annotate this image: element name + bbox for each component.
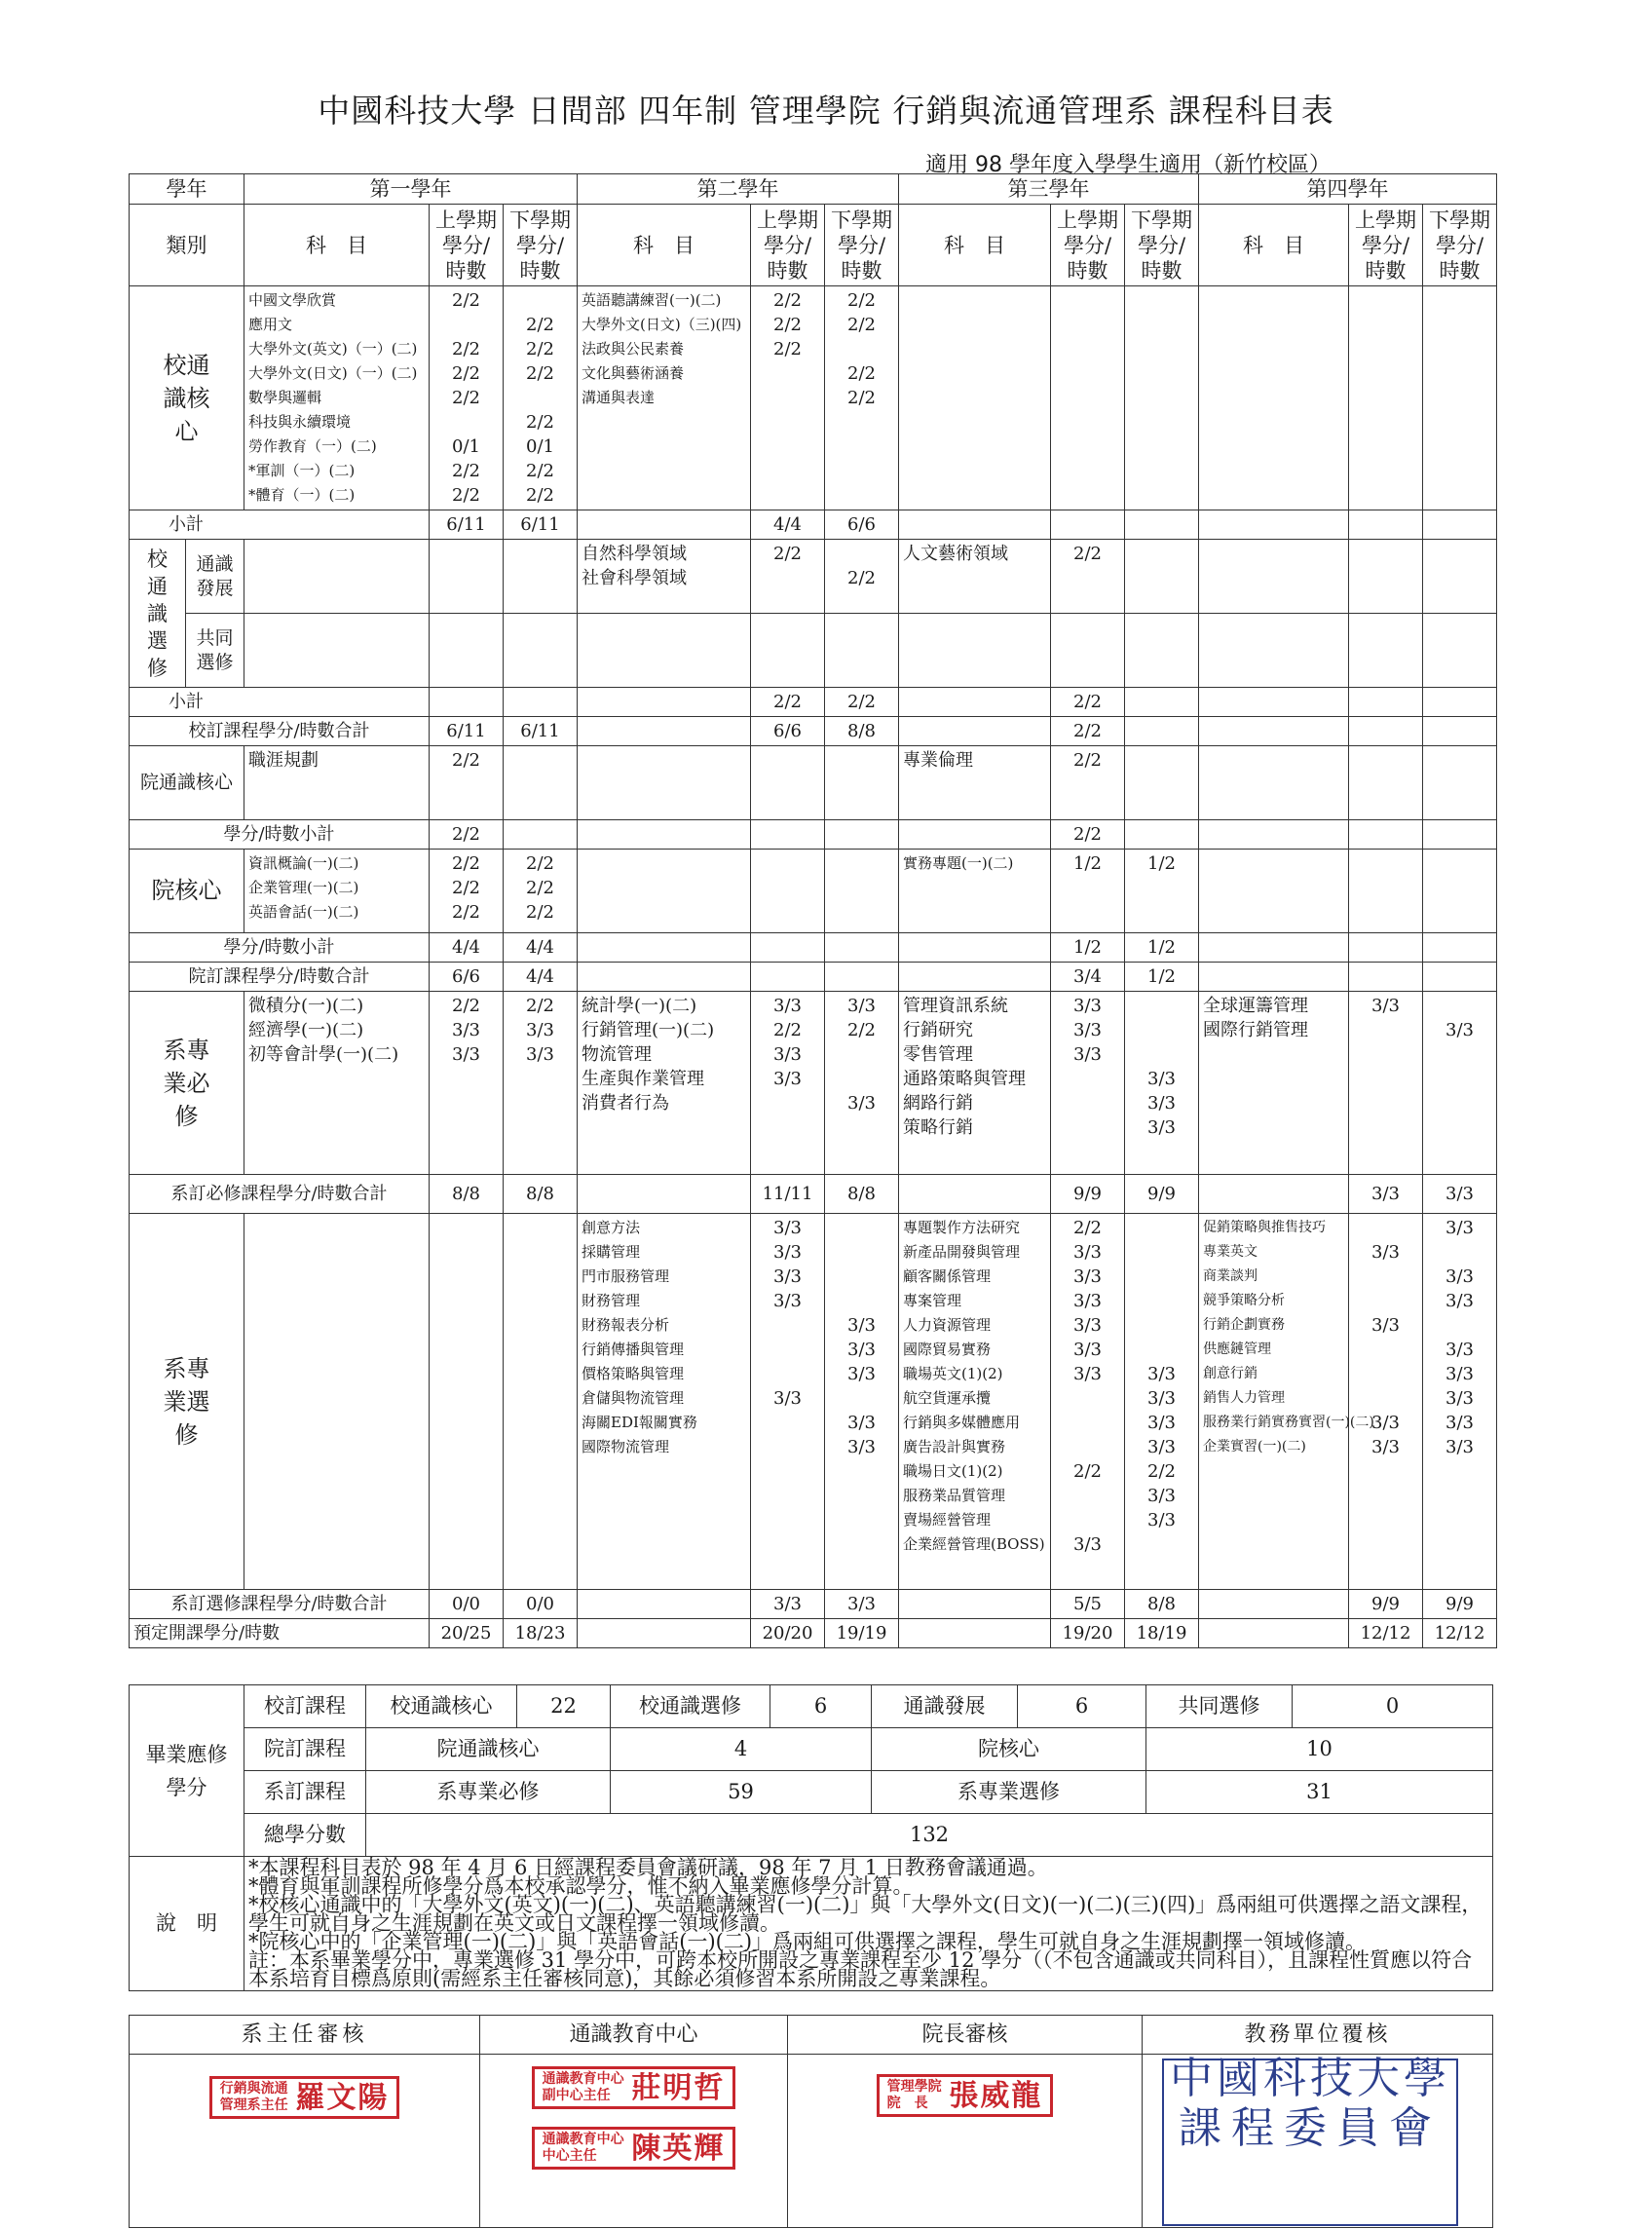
- planned-value: 18/19: [1125, 1619, 1199, 1648]
- registrar-seal-frame: [1162, 2054, 1458, 2226]
- required-y4-lower: 3/3: [1423, 992, 1497, 1175]
- planned-value: 12/12: [1423, 1619, 1497, 1648]
- optional-label: 系專業選修: [872, 1771, 1146, 1814]
- elective-y2-lower: 2/2: [825, 540, 899, 614]
- year4-header: 第四學年: [1199, 174, 1497, 205]
- subject-header: 科 目: [578, 205, 751, 286]
- dept-course-label: 系訂課程: [244, 1771, 366, 1814]
- subject-header: 科 目: [1199, 205, 1349, 286]
- core-y1-upper: 2/2 2/2 2/2 2/2 0/1 2/2 2/2: [430, 286, 504, 510]
- year-header: 學年: [130, 174, 244, 205]
- optional-y4-subjects: 促銷策略與推售技巧 專業英文 商業談判 競爭策略分析 行銷企劃實務 供應鏈管理 創意行銷 銷售人力管理 服務業行銷實務實習(一)(二) 企業實習(一)(二): [1199, 1214, 1349, 1590]
- graduation-label: 畢業應修學分: [130, 1685, 244, 1857]
- college-gen-subtotal: 2/2: [430, 820, 504, 850]
- required-y4-subjects: 全球運籌管理 國際行銷管理: [1199, 992, 1349, 1175]
- college-core-y3-subject: 實務專題(一)(二): [899, 850, 1051, 933]
- college-core-y1-subjects: 資訊概論(一)(二) 企業管理(一)(二) 英語會話(一)(二): [244, 850, 430, 933]
- document-subtitle: 適用 98 學年度入學學生適用（新竹校區）: [925, 153, 1331, 177]
- optional-total: 3/3: [751, 1590, 825, 1619]
- college-core-subtotal: 4/4: [504, 933, 578, 963]
- core-subtotal: 4/4: [751, 510, 825, 540]
- subject-header: 科 目: [244, 205, 430, 286]
- college-core-subtotal: 4/4: [430, 933, 504, 963]
- optional-total: 5/5: [1051, 1590, 1125, 1619]
- college-gen-y3-upper: 2/2: [1051, 746, 1125, 820]
- core-subtotal: 6/6: [825, 510, 899, 540]
- planned-label: 預定開課學分/時數: [130, 1619, 430, 1648]
- school-total: 8/8: [825, 717, 899, 746]
- school-total-label: 校訂課程學分/時數合計: [130, 717, 430, 746]
- common-label: 共同選修: [1146, 1685, 1293, 1728]
- required-y2-subjects: 統計學(一)(二) 行銷管理(一)(二) 物流管理 生產與作業管理 消費者行為: [578, 992, 751, 1175]
- elective-sub-common: 共同選修: [186, 614, 244, 688]
- total-credits-label: 總學分數: [244, 1814, 366, 1857]
- required-total: 9/9: [1051, 1175, 1125, 1214]
- gen-center-deputy-stamp: [532, 2066, 736, 2109]
- stamp-name: 羅文陽: [295, 2080, 390, 2115]
- optional-total: 3/3: [825, 1590, 899, 1619]
- college-core-label: 院核心: [872, 1728, 1146, 1771]
- elective-y2-subjects: 自然科學領域 社會科學領域: [578, 540, 751, 614]
- dev-value: 6: [1018, 1685, 1146, 1728]
- optional-total: 0/0: [430, 1590, 504, 1619]
- college-core-subtotal: 1/2: [1125, 933, 1199, 963]
- dean-label: 院長審核: [788, 2016, 1143, 2055]
- year3-header: 第三學年: [899, 174, 1199, 205]
- optional-total: 9/9: [1349, 1590, 1423, 1619]
- college-gen-y1-upper: 2/2: [430, 746, 504, 820]
- optional-y2-subjects: 創意方法 採購管理 門市服務管理 財務管理 財務報表分析 行銷傳播與管理 價格策略與管理 倉儲與物流管理 海關EDI報關實務 國際物流管理: [578, 1214, 751, 1590]
- total-credits-value: 132: [366, 1814, 1493, 1857]
- school-total: 2/2: [1051, 717, 1125, 746]
- elective-value: 6: [770, 1685, 872, 1728]
- required-category: 系專業必修: [130, 992, 244, 1175]
- required-total: 3/3: [1349, 1175, 1423, 1214]
- required-y1-subjects: 微積分(一)(二) 經濟學(一)(二) 初等會計學(一)(二): [244, 992, 430, 1175]
- planned-value: 20/25: [430, 1619, 504, 1648]
- notes-text: *本課程科目表於 98 年 4 月 6 日經課程委員會議研議，98 年 7 月 1 日教務會議通過。 *體育與軍訓課程所修學分爲本校承認學分，惟不納入畢業應修學分計算。 *校核心通識中的「大學外文(英文)(一)(二)、英語聽講練習(一)(二)」與「大學外文(日文)(一)(二)(三)(四)」爲兩組可供選擇之語文課程，學生可就自身之生涯規劃在英文或日文課程擇一領域修讀。 *院核心中的「企業管理(一)(二)」與「英語會話(一)(二)」爲兩組可供選擇之課程，學生可就自身之生涯規劃擇一領域修讀。 註：本系畢業學分中，專業選修 31 學分中，可跨本校所開設之專業課程至少 12 學分（（不包含通識或共同科目），且課程性質應以符合本系培育目標爲原則(需經系主任審核同意)，其餘必須修習本系所開設之專業課程。: [244, 1857, 1493, 1991]
- required-y1-lower: 2/2 3/3 3/3: [504, 992, 578, 1175]
- optional-y3-upper: 2/2 3/3 3/3 3/3 3/3 3/3 3/3 2/2 3/3: [1051, 1214, 1125, 1590]
- planned-value: 18/23: [504, 1619, 578, 1648]
- planned-value: 20/20: [751, 1619, 825, 1648]
- stamp-title: 管理學院 院 長: [886, 2079, 942, 2111]
- gen-center-director-stamp: [532, 2127, 736, 2170]
- core-subtotal: 6/11: [430, 510, 504, 540]
- required-total: 9/9: [1125, 1175, 1199, 1214]
- college-core-y1-lower: 2/2 2/2 2/2: [504, 850, 578, 933]
- college-gen-y1-subject: 職涯規劃: [244, 746, 430, 820]
- college-core-y3-lower: 1/2: [1125, 850, 1199, 933]
- optional-value: 31: [1146, 1771, 1493, 1814]
- lower-header: 下學期學分/時數: [825, 205, 899, 286]
- optional-total: 8/8: [1125, 1590, 1199, 1619]
- upper-header: 上學期學分/時數: [430, 205, 504, 286]
- required-y4-upper: 3/3: [1349, 992, 1423, 1175]
- required-label: 系專業必修: [366, 1771, 611, 1814]
- upper-header: 上學期學分/時數: [1349, 205, 1423, 286]
- stamp-title: 通識教育中心 副中心主任: [542, 2071, 624, 2103]
- college-gen-subtotal-label: 學分/時數小計: [130, 820, 430, 850]
- college-core-subtotal-label: 學分/時數小計: [130, 933, 430, 963]
- college-total: 1/2: [1125, 963, 1199, 992]
- optional-y3-lower: 3/3 3/3 3/3 3/3 2/2 3/3 3/3: [1125, 1214, 1199, 1590]
- required-value: 59: [611, 1771, 872, 1814]
- optional-y2-lower: 3/3 3/3 3/3 3/3 3/3: [825, 1214, 899, 1590]
- college-core-y3-upper: 1/2: [1051, 850, 1125, 933]
- college-total: 4/4: [504, 963, 578, 992]
- core-subtotal-label: 小計: [130, 510, 430, 540]
- year2-header: 第二學年: [578, 174, 899, 205]
- college-course-label: 院訂課程: [244, 1728, 366, 1771]
- college-core-value: 10: [1146, 1728, 1493, 1771]
- required-y3-upper: 3/3 3/3 3/3: [1051, 992, 1125, 1175]
- college-gen-category: 院通識核心: [130, 746, 244, 820]
- common-value: 0: [1293, 1685, 1493, 1728]
- upper-header: 上學期學分/時數: [1051, 205, 1125, 286]
- graduation-table: [129, 1684, 1493, 1991]
- signature-table: [129, 2015, 1493, 2228]
- core-y2-subjects: 英語聽講練習(一)(二) 大學外文(日文)（三)(四) 法政與公民素養 文化與藝術涵養 溝通與表達: [578, 286, 751, 510]
- core-y1-subjects: 中國文學欣賞 應用文 大學外文(英文)（一）(二) 大學外文(日文)（一）(二) 數學與邏輯 科技與永續環境 勞作教育（一）(二) *軍訓（一）(二) *體育（一）(二): [244, 286, 430, 510]
- school-total: 6/11: [430, 717, 504, 746]
- subject-header: 科 目: [899, 205, 1051, 286]
- required-y1-upper: 2/2 3/3 3/3: [430, 992, 504, 1175]
- core-y1-lower: 2/2 2/2 2/2 2/2 0/1 2/2 2/2: [504, 286, 578, 510]
- elective-y2-upper: 2/2: [751, 540, 825, 614]
- planned-value: 12/12: [1349, 1619, 1423, 1648]
- planned-value: 19/20: [1051, 1619, 1125, 1648]
- elective-sub-dev: 通識發展: [186, 540, 244, 614]
- required-total-label: 系訂必修課程學分/時數合計: [130, 1175, 430, 1214]
- stamp-name: 莊明哲: [631, 2070, 726, 2105]
- required-y2-upper: 3/3 2/2 3/3 3/3: [751, 992, 825, 1175]
- core-y2-lower: 2/2 2/2 2/2 2/2: [825, 286, 899, 510]
- required-y3-lower: 3/3 3/3 3/3: [1125, 992, 1199, 1175]
- required-total: 8/8: [430, 1175, 504, 1214]
- gen-center-label: 通識教育中心: [480, 2016, 788, 2055]
- core-category: 校通識核心: [130, 286, 244, 510]
- elective-y3-upper: 2/2: [1051, 540, 1125, 614]
- lower-header: 下學期學分/時數: [504, 205, 578, 286]
- college-gen-y3-subject: 專業倫理: [899, 746, 1051, 820]
- dev-label: 通識發展: [872, 1685, 1018, 1728]
- elective-subtotal-label: 小計: [130, 688, 430, 717]
- required-total: 8/8: [825, 1175, 899, 1214]
- stamp-title: 通識教育中心 中心主任: [542, 2132, 624, 2164]
- elective-category: 校通識選修: [130, 540, 186, 688]
- college-core-subtotal: 1/2: [1051, 933, 1125, 963]
- optional-total: 0/0: [504, 1590, 578, 1619]
- school-total: 6/6: [751, 717, 825, 746]
- core-value: 22: [517, 1685, 611, 1728]
- stamp-name: 張威龍: [949, 2078, 1043, 2113]
- core-subtotal: 6/11: [504, 510, 578, 540]
- college-gen-label: 院通識核心: [366, 1728, 611, 1771]
- required-total: 11/11: [751, 1175, 825, 1214]
- required-total: 3/3: [1423, 1175, 1497, 1214]
- lower-header: 下學期學分/時數: [1423, 205, 1497, 286]
- course-table: [129, 173, 1497, 1648]
- college-core-y1-upper: 2/2 2/2 2/2: [430, 850, 504, 933]
- school-total: 6/11: [504, 717, 578, 746]
- dept-head-label: 系主任審核: [130, 2016, 480, 2055]
- required-y3-subjects: 管理資訊系統 行銷研究 零售管理 通路策略與管理 網路行銷 策略行銷: [899, 992, 1051, 1175]
- required-y2-lower: 3/3 2/2 3/3: [825, 992, 899, 1175]
- elective-subtotal: 2/2: [751, 688, 825, 717]
- year1-header: 第一學年: [244, 174, 578, 205]
- seal-line2: 課程委員會: [1179, 2103, 1442, 2153]
- planned-value: 19/19: [825, 1619, 899, 1648]
- stamp-title: 行銷與流通 管理系主任: [219, 2081, 288, 2113]
- registrar-label: 教務單位覆核: [1143, 2016, 1493, 2055]
- college-total: 3/4: [1051, 963, 1125, 992]
- optional-y3-subjects: 專題製作方法研究 新產品開發與管理 顧客關係管理 專案管理 人力資源管理 國際貿易實務 職場英文(1)(2) 航空貨運承攬 行銷與多媒體應用 廣告設計與實務 職場日文(1)(2) 服務業品質管理 賣場經營管理 企業經營管理(BOSS): [899, 1214, 1051, 1590]
- college-gen-subtotal: 2/2: [1051, 820, 1125, 850]
- college-total: 6/6: [430, 963, 504, 992]
- elective-label: 校通識選修: [611, 1685, 770, 1728]
- optional-total: 9/9: [1423, 1590, 1497, 1619]
- lower-header: 下學期學分/時數: [1125, 205, 1199, 286]
- optional-y4-upper: 3/3 3/3 3/3 3/3: [1349, 1214, 1423, 1590]
- stamp-name: 陳英輝: [631, 2131, 726, 2166]
- college-core-category: 院核心: [130, 850, 244, 933]
- optional-category: 系專業選修: [130, 1214, 244, 1590]
- optional-total-label: 系訂選修課程學分/時數合計: [130, 1590, 430, 1619]
- core-y2-upper: 2/2 2/2 2/2: [751, 286, 825, 510]
- core-label: 校通識核心: [366, 1685, 517, 1728]
- upper-header: 上學期學分/時數: [751, 205, 825, 286]
- elective-subtotal: 2/2: [1051, 688, 1125, 717]
- seal-line1: 中國科技大學: [1170, 2054, 1450, 2103]
- required-total: 8/8: [504, 1175, 578, 1214]
- school-course-label: 校訂課程: [244, 1685, 366, 1728]
- notes-label: 說 明: [130, 1857, 244, 1991]
- document-title: 中國科技大學 日間部 四年制 管理學院 行銷與流通管理系 課程科目表: [318, 92, 1334, 130]
- optional-y2-upper: 3/3 3/3 3/3 3/3 3/3: [751, 1214, 825, 1590]
- college-total-label: 院訂課程學分/時數合計: [130, 963, 430, 992]
- dept-head-stamp: [209, 2076, 400, 2119]
- category-header: 類別: [130, 205, 244, 286]
- optional-y4-lower: 3/3 3/3 3/3 3/3 3/3 3/3 3/3 3/3: [1423, 1214, 1497, 1590]
- elective-subtotal: 2/2: [825, 688, 899, 717]
- elective-y3-subjects: 人文藝術領域: [899, 540, 1051, 614]
- dean-stamp: [877, 2074, 1054, 2117]
- college-gen-value: 4: [611, 1728, 872, 1771]
